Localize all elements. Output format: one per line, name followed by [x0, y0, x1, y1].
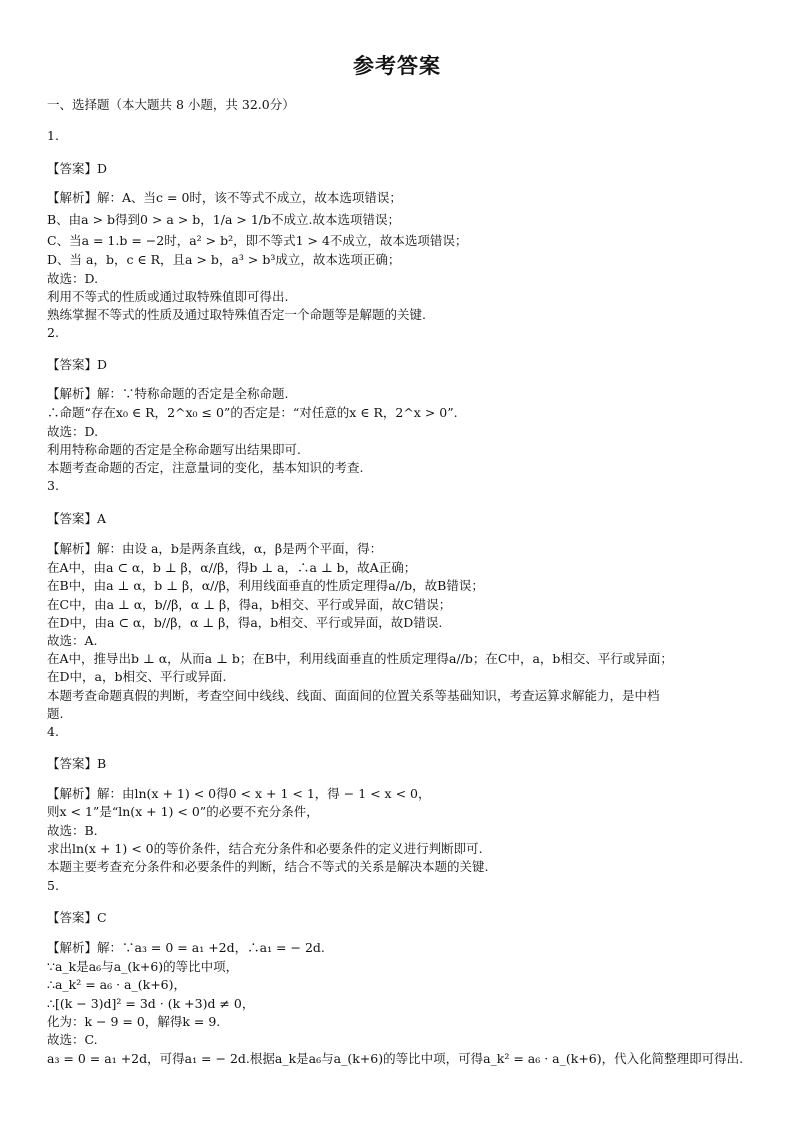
text-line: 利用特称命题的否定是全称命题写出结果即可.: [47, 442, 301, 457]
text-line: 在D中，由a ⊂ α，b//β，α ⊥ β，得a，b相交、平行或异面，故D错误.: [47, 615, 443, 630]
text-line: 【答案】C: [47, 910, 107, 925]
text-line: 3.: [47, 478, 59, 493]
text-line: 故选：A.: [47, 633, 98, 648]
text-line: 故选：B.: [47, 823, 98, 838]
text-line: D、当 a，b，c ∈ R，且a > b，a³ > b³成立，故本选项正确；: [47, 252, 401, 267]
text-line: 在C中，由a ⊥ α，b//β，α ⊥ β，得a，b相交、平行或异面，故C错误；: [47, 597, 452, 612]
text-line: 【解析】解：∵特称命题的否定是全称命题.: [47, 386, 289, 401]
text-line: ∴[(k − 3)d]² = 3d · (k +3)d ≠ 0，: [47, 996, 255, 1011]
text-line: 【解析】解：A、当c = 0时，该不等式不成立，故本选项错误；: [47, 190, 402, 205]
text-line: 求出ln(x + 1) < 0的等价条件，结合充分条件和必要条件的定义进行判断即可.: [47, 841, 483, 856]
text-line: 本题考查命题的否定，注意量词的变化，基本知识的考查.: [47, 460, 364, 475]
text-line: 在D中，a，b相交、平行或异面.: [47, 669, 227, 684]
text-line: a₃ = 0 = a₁ +2d，可得a₁ = − 2d.根据a_k是a₆与a_(k+6)的等比中项，可得a_k² = a₆ · a_(k+6)，代入化简整理即可得出.: [47, 1051, 744, 1066]
text-line: 本题考查命题真假的判断，考查空间中线线、线面、面面间的位置关系等基础知识，考查运算求解能力，是中档: [47, 688, 660, 703]
text-line: ∴a_k² = a₆ · a_(k+6)，: [47, 977, 187, 992]
text-line: 化为：k − 9 = 0，解得k = 9.: [47, 1014, 221, 1029]
text-line: 利用不等式的性质或通过取特殊值即可得出.: [47, 289, 289, 304]
text-line: ∴命题“存在x₀ ∈ R，2^x₀ ≤ 0”的否定是：“对任意的x ∈ R，2^x > 0”.: [47, 405, 458, 420]
text-line: 在A中，由a ⊂ α，b ⊥ β，α//β，得b ⊥ a，∴a ⊥ b，故A正确；: [47, 560, 417, 575]
text-line: 本题主要考查充分条件和必要条件的判断，结合不等式的关系是解决本题的关键.: [47, 859, 489, 874]
text-line: 1.: [47, 128, 59, 143]
text-line: 题.: [47, 706, 64, 721]
text-line: 在B中，由a ⊥ α，b ⊥ β，α//β，利用线面垂直的性质定理得a//b，故B错误；: [47, 578, 484, 593]
text-line: 故选：C.: [47, 1032, 98, 1047]
page-title: 参考答案: [353, 53, 441, 78]
text-line: 4.: [47, 724, 59, 739]
text-line: 5.: [47, 878, 59, 893]
text-line: 故选：D.: [47, 271, 99, 286]
text-line: 故选：D.: [47, 424, 99, 439]
text-line: 【答案】B: [47, 756, 107, 771]
text-line: 则x < 1”是“ln(x + 1) < 0”的必要不充分条件，: [47, 804, 319, 819]
text-line: 2.: [47, 325, 59, 340]
text-line: ∵a_k是a₆与a_(k+6)的等比中项，: [47, 959, 239, 974]
text-line: 【答案】D: [47, 357, 108, 372]
text-line: 【解析】解：∵a₃ = 0 = a₁ +2d，∴a₁ = − 2d.: [47, 940, 325, 955]
text-line: B、由a > b得到0 > a > b，1/a > 1/b不成立.故本选项错误；: [47, 212, 400, 227]
text-line: 在A中，推导出b ⊥ α，从而a ⊥ b；在B中，利用线面垂直的性质定理得a//b；在C中，a，b相交、平行或异面；: [47, 651, 673, 666]
text-line: 【解析】解：由设 a，b是两条直线，α，β是两个平面，得：: [47, 541, 383, 556]
text-line: C、当a = 1.b = −2时，a² > b²，即不等式1 > 4不成立，故本选项错误；: [47, 233, 468, 248]
text-line: 【解析】解：由ln(x + 1) < 0得0 < x + 1 < 1，得 − 1 < x < 0，: [47, 786, 431, 801]
text-line: 熟练掌握不等式的性质及通过取特殊值否定一个命题等是解题的关键.: [47, 307, 426, 322]
text-line: 【答案】D: [47, 161, 108, 176]
section-heading: 一、选择题（本大题共 8 小题，共 32.0分）: [47, 97, 295, 112]
text-line: 【答案】A: [47, 511, 107, 526]
